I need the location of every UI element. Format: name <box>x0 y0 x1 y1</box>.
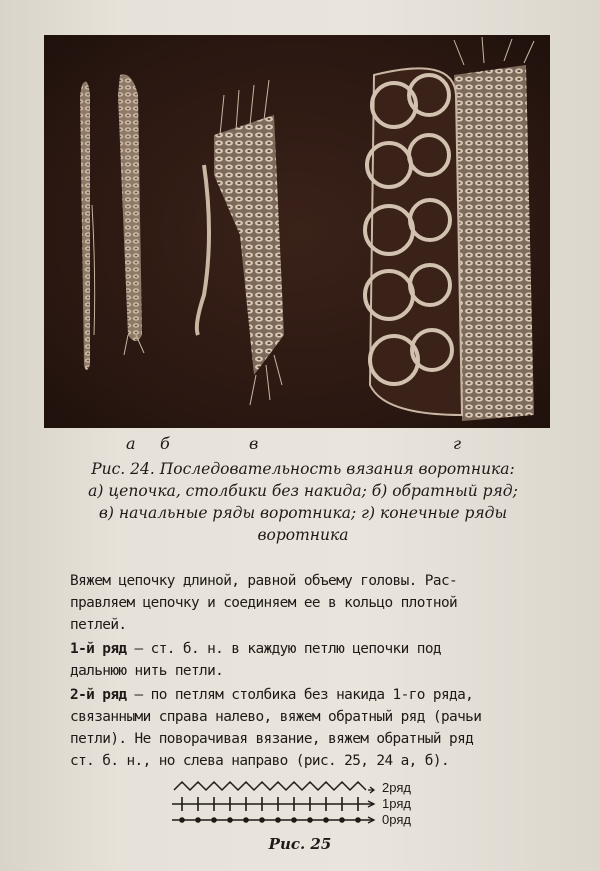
crochet-collar-photo <box>44 35 550 428</box>
text-line: связанными справа налево, вяжем обратный ряд (рачьи <box>70 709 482 725</box>
panel-label-a: а <box>126 434 136 453</box>
panel-label-v: в <box>249 434 259 453</box>
panel-label-g: г <box>453 434 462 453</box>
crochet-scheme-icon <box>170 778 380 828</box>
crochet-samples-illustration <box>44 35 550 428</box>
text-line: Вяжем цепочку длиной, равной объему головы. Рас- <box>70 573 458 589</box>
figure-24-caption <box>58 458 548 546</box>
text-line: ст. б. н., но слева направо (рис. 25, 24 а, б). <box>70 753 450 769</box>
text-line: петли). Не поворачивая вязание, вяжем обратный ряд <box>70 731 474 747</box>
row-label-1: 1ряд <box>382 796 411 811</box>
row-heading: 2-й ряд <box>70 687 127 703</box>
text-line: — ст. б. н. в каждую петлю цепочки под <box>126 641 441 657</box>
panel-label-b: б <box>160 434 170 453</box>
panel-letter-labels <box>0 434 600 454</box>
caption-line: воротника <box>257 526 349 544</box>
caption-line: а) цепочка, столбики без накида; б) обратный ряд; <box>88 482 518 500</box>
row-label-0: 0ряд <box>382 812 411 827</box>
row-heading: 1-й ряд <box>70 641 127 657</box>
text-line: — по петлям столбика без накида 1-го ряда, <box>126 687 474 703</box>
text-line: дальнюю нить петли. <box>70 663 224 679</box>
caption-line: в) начальные ряды воротника; г) конечные ряды <box>98 504 508 522</box>
text-line: петлей. <box>70 617 127 633</box>
figure-25-caption: Рис. 25 <box>268 835 332 853</box>
crochet-scheme-diagram <box>170 778 440 828</box>
paragraph-row-1 <box>70 638 550 682</box>
text-line: правляем цепочку и соединяем ее в кольцо плотной <box>70 595 458 611</box>
caption-line: Рис. 24. Последовательность вязания воротника: <box>91 460 515 478</box>
paragraph-chain <box>70 570 550 636</box>
row-label-2: 2ряд <box>382 780 411 795</box>
paragraph-row-2 <box>70 684 550 772</box>
